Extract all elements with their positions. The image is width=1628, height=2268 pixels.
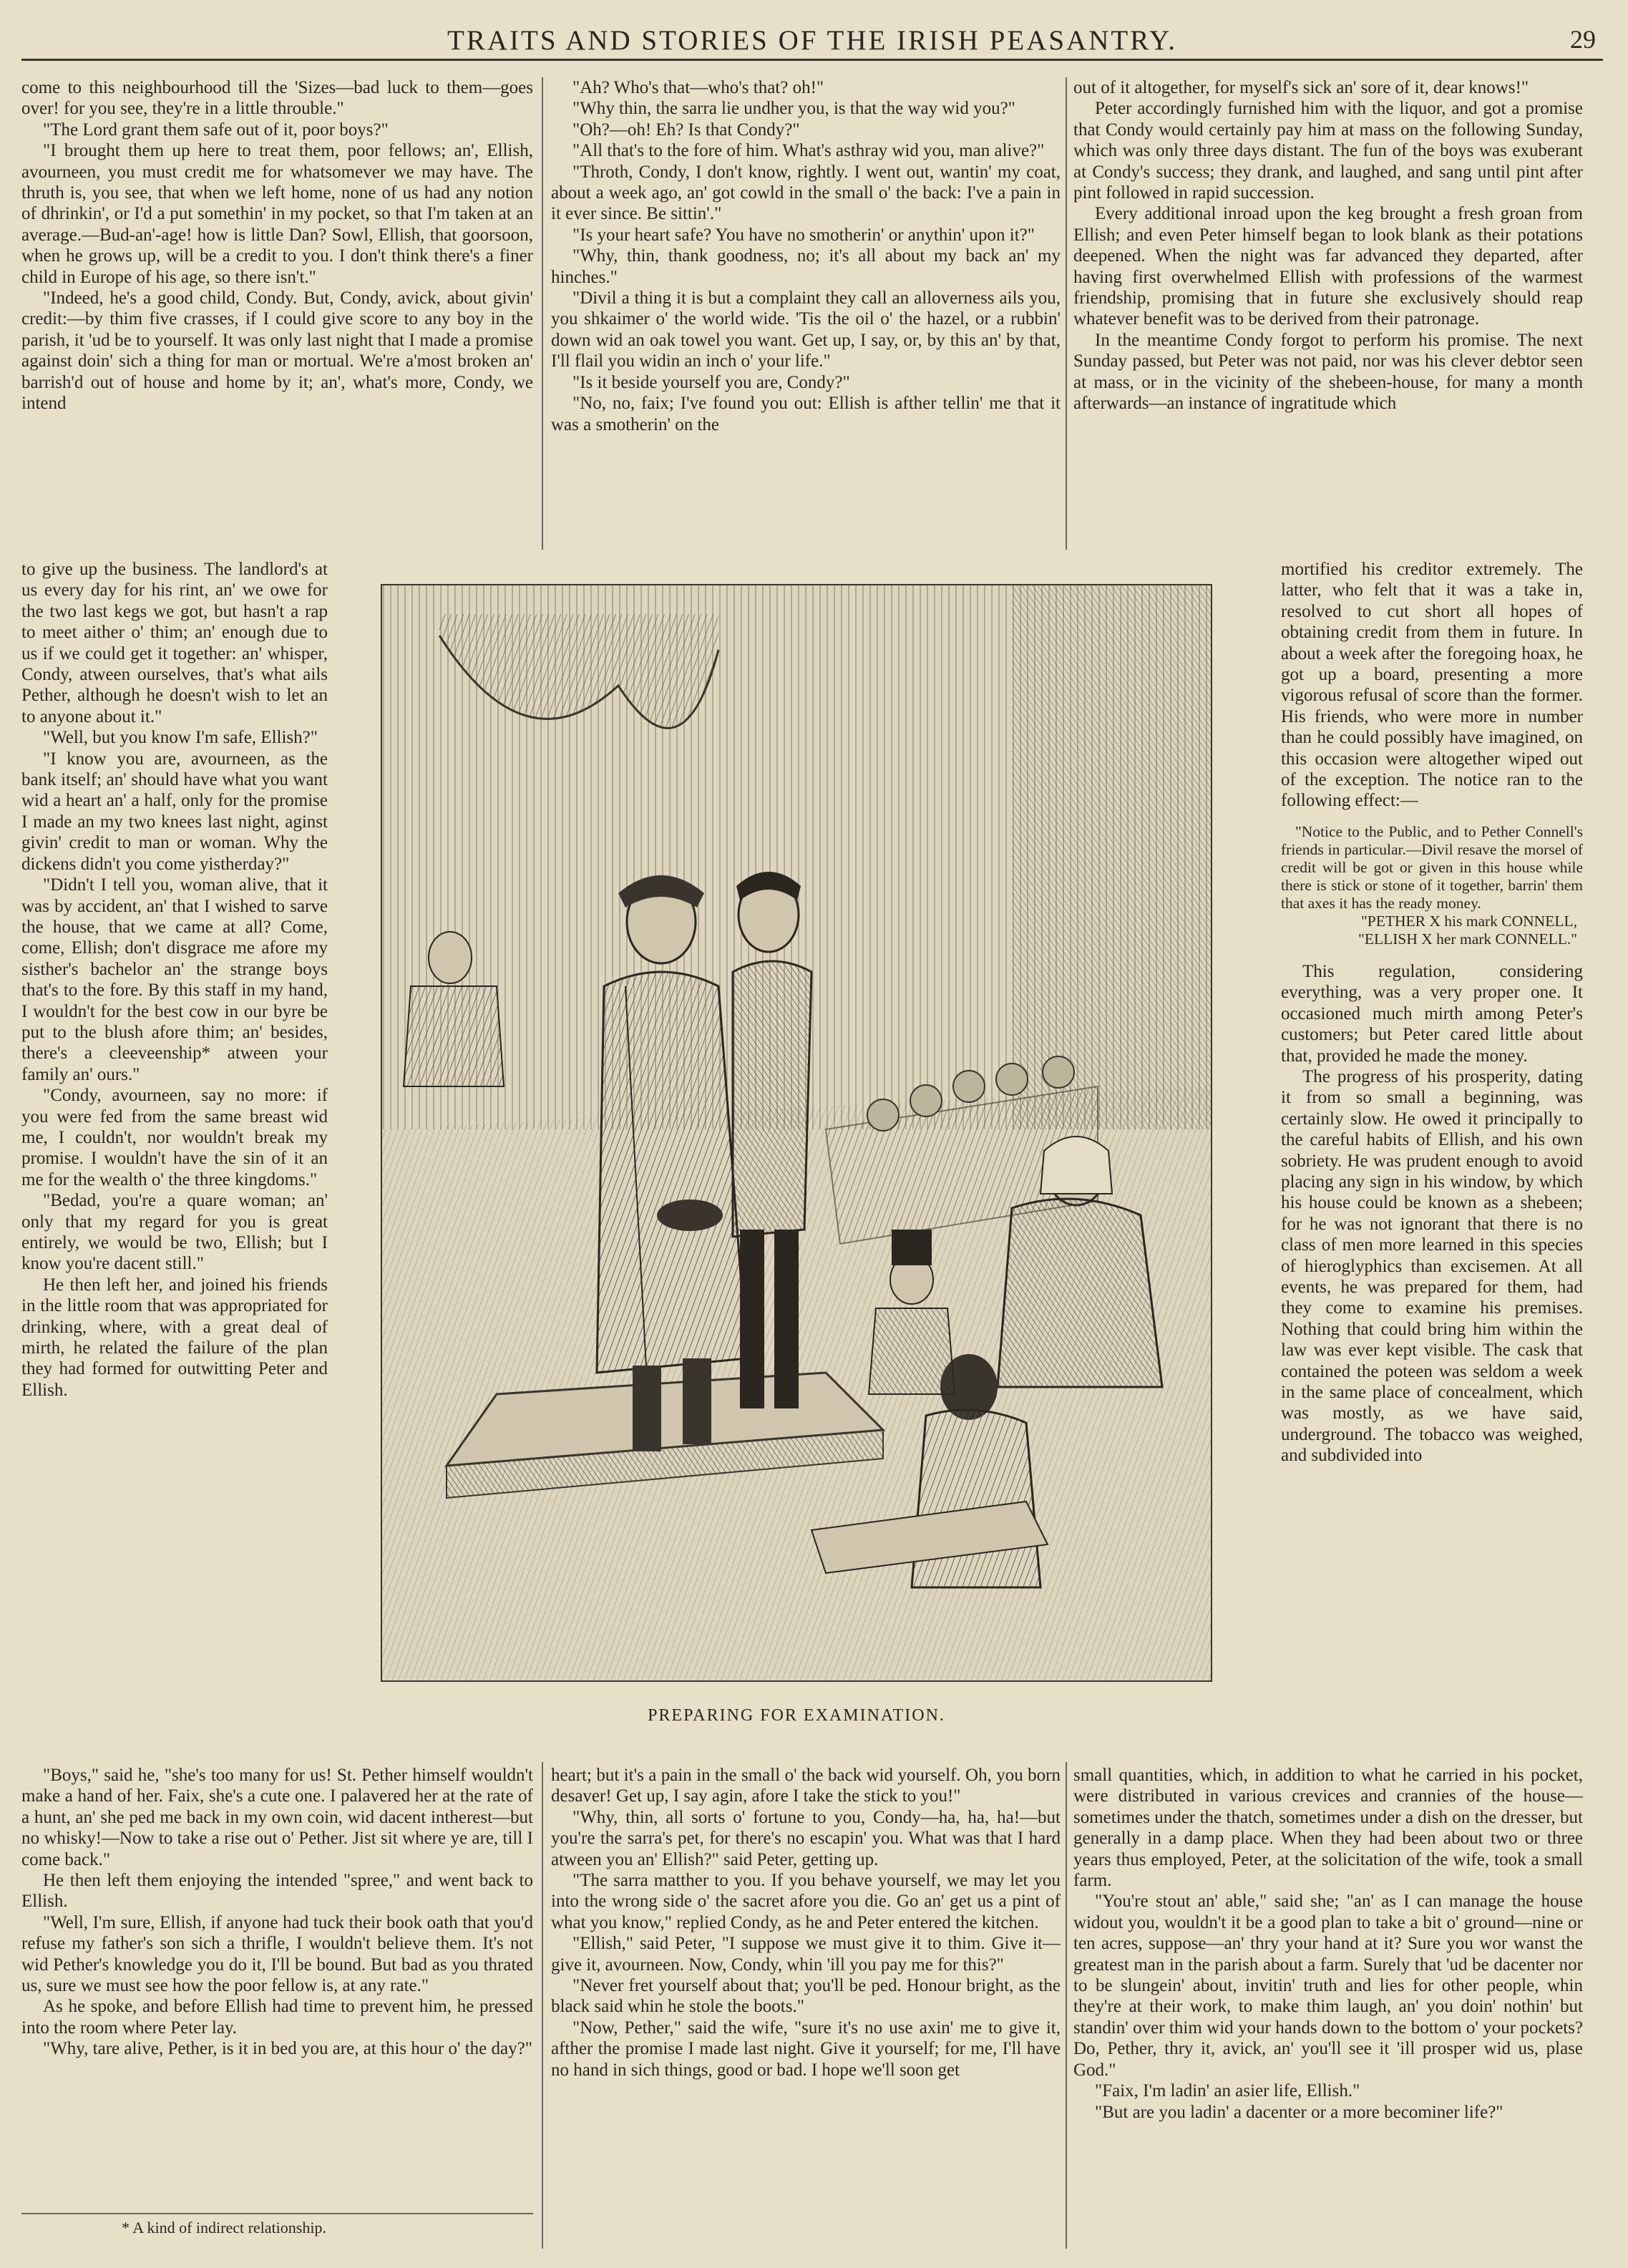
public-notice bbox=[1281, 823, 1583, 948]
footnote: * A kind of indirect relationship. bbox=[122, 2219, 326, 2237]
column-1-top bbox=[21, 77, 533, 414]
column-3-top bbox=[1073, 77, 1583, 414]
paragraph: come to this neighbourhood till the 'Sizes—bad luck to them—goes over! for you see, they're in a little throuble." bbox=[21, 78, 533, 119]
running-header bbox=[21, 24, 1603, 61]
paragraph: "Boys," said he, "she's too many for us! St. Pether himself wouldn't make a hand of her. Faix, she's a cute one. I palavered her at the rate of a hunt, an' she ped me back in my own coin, wid dacent intherest—but no whisky!—Now to take a rise out o' Pether. Jist sit where ye are, till I come back." bbox=[21, 1766, 533, 1869]
page-number: 29 bbox=[1570, 25, 1596, 54]
column-2-bottom bbox=[551, 1765, 1061, 2080]
running-title: TRAITS AND STORIES OF THE IRISH PEASANTRY. bbox=[447, 25, 1177, 56]
paragraph: "Why thin, the sarra lie undher you, is that the way wid you?" bbox=[572, 99, 1015, 119]
paragraph: "You're stout an' able," said she; "an' as I can manage the house widout you, wouldn't it be a good plan to take a bit o' ground—nine or ten acres, suppose—an' thry your hand at it? Sure you wor wanst the greatest man in the parish about a farm. Surely that 'ud be dacenter nor to be slungein' about, invitin' truth and lies for other people, whin they're at their work, to make thim laugh, an' you doin' nothin' but standin' over thim wid your hands down to the bottom o' your pockets? Do, Pether, thry it, avick, an' you'll see it 'ill prosper wid us, plase God." bbox=[1073, 1892, 1583, 2080]
paragraph: heart; but it's a pain in the small o' the back wid yourself. Oh, you born desaver! Get up, I say agin, afore I take the stick to you!" bbox=[551, 1766, 1061, 1806]
column-1-bottom bbox=[21, 1765, 533, 2060]
paragraph: As he spoke, and before Ellish had time to prevent him, he pressed into the room where Peter lay. bbox=[21, 1997, 533, 2038]
column-3-bottom bbox=[1073, 1765, 1583, 2123]
paragraph: Peter accordingly furnished him with the liquor, and got a promise that Condy would certainly pay him at mass on the following Sunday, which was only three days distant. The fun of the boys was exuberant at Condy's success; they drank, and laughed, and sang until pint after pint followed in rapid succession. bbox=[1073, 99, 1583, 203]
paragraph: "The Lord grant them safe out of it, poor boys?" bbox=[43, 120, 389, 140]
column-divider bbox=[1066, 77, 1067, 550]
paragraph: He then left them enjoying the intended "spree," and went back to Ellish. bbox=[21, 1871, 533, 1912]
paragraph: to give up the business. The landlord's at us every day for his rint, an' we owe for the two last kegs we got, but hasn't a rap to meet aither o' thim; an' enough due to us if we could get it together: an' whisper, Condy, atween ourselves, that's what ails Pether, although he doesn't wish to let an to anyone about it." bbox=[21, 560, 328, 726]
paragraph: "Why, tare alive, Pether, is it in bed you are, at this hour o' the day?" bbox=[43, 2039, 532, 2059]
paragraph: "Well, I'm sure, Ellish, if anyone had tuck their book oath that you'd refuse my father's son sich a thrifle, I wouldn't believe them. It's not wid Pether's knowledge you do it, I'll be bound. But bad as you thrated us, sure we must see how the poor fellow is, at any rate." bbox=[21, 1912, 533, 1996]
notice-signature: "ELLISH X her mark CONNELL." bbox=[1358, 930, 1577, 948]
paragraph: In the meantime Condy forgot to perform his promise. The next Sunday passed, but Peter was not paid, nor was his clever debtor seen at mass, or in the vicinity of the shebeen-house, for many a month afterwards—an instance of ingratitude which bbox=[1073, 330, 1583, 414]
paragraph: "Divil a thing it is but a complaint they call an alloverness ails you, you shkaimer o' the world wide. 'Tis the oil o' the hazel, or a rubbin' down wid an oak towel you want. Get up, I say, or, by this an' by that, I'll flail you widin an inch o' your life." bbox=[551, 288, 1061, 371]
paragraph: The progress of his prosperity, dating it from so small a beginning, was certainly slow. He owed it principally to the careful habits of Ellish, and his own sobriety. He was prudent enough to avoid placing any sign in his window, by which his house could be known as a shebeen; for he was not ignorant that there is no class of men more learned in this species of hieroglyphics than excisemen. At all events, he was prepared for them, had they come to examine his premises. Nothing that could bring him within the law was ever kept visible. The cask that contained the poteen was seldom a week in the same place of concealment, which was mostly, as we have said, underground. The tobacco was weighed, and subdivided into bbox=[1281, 1066, 1583, 1466]
paragraph: small quantities, which, in addition to what he carried in his pocket, were distributed in various crevices and crannies of the house—sometimes under the thatch, sometimes under a dish on the dresser, but generally in a damp place. When they had been about two or three years thus employed, Peter, at the solicitation of the wife, took a small farm. bbox=[1073, 1766, 1583, 1891]
footnote-rule bbox=[21, 2213, 533, 2214]
column-3-narrow bbox=[1281, 559, 1583, 1466]
paragraph: This regulation, considering everything, was a very proper one. It occasioned much mirth among Peter's customers; but Peter cared little about that, provided he made the money. bbox=[1281, 961, 1583, 1066]
paragraph: "All that's to the fore of him. What's asthray wid you, man alive?" bbox=[572, 141, 1045, 161]
column-2-top bbox=[551, 77, 1061, 435]
paragraph: "I know you are, avourneen, as the bank itself; an' should have what you want wid a heart an' a half, only for the promise I made an my two knees last night, aginst givin' credit to man or woman. Why the dickens didn't you come yistherday?" bbox=[21, 749, 328, 874]
paragraph: "Is it beside yourself you are, Condy?" bbox=[572, 372, 850, 392]
column-1-narrow bbox=[21, 559, 328, 1401]
paragraph: Every additional inroad upon the keg brought a fresh groan from Ellish; and even Peter himself began to look blank as their potations deepened. When the night was far advanced they departed, after having first overwhelmed Ellish with professions of the warmest friendship, promising that in future she exclusively should reap whatever benefit was to be derived from their patronage. bbox=[1073, 204, 1583, 329]
notice-text: "Notice to the Public, and to Pether Connell's friends in particular.—Divil resave the morsel of credit will be got or given in this house while there is stick or stone of it together, barrin' them that axes it has the ready money. bbox=[1281, 822, 1583, 912]
paragraph: "The sarra matther to you. If you behave yourself, we may let you into the wrong side o' the sacret afore you die. Go an' get us a pint of what you know," replied Condy, as he and Peter entered the kitchen. bbox=[551, 1871, 1061, 1932]
paragraph: mortified his creditor extremely. The latter, who felt that it was a take in, resolved to cut short all hopes of obtaining credit from them in future. In about a week after the foregoing hoax, he got up a board, presenting a more vigorous refusal of score than the former. His friends, who were more in number than he could possibly have imagined, on this occasion were altogether wiped out of the exception. The notice ran to the following effect:— bbox=[1281, 560, 1583, 811]
paragraph: He then left her, and joined his friends in the little room that was appropriated for drinking, where, with a great deal of mirth, he related the failure of the plan they had formed for outwitting Peter and Ellish. bbox=[21, 1275, 328, 1400]
paragraph: "Bedad, you're a quare woman; an' only that my regard for you is great entirely, we would be two, Ellish; but I know you're dacent still." bbox=[21, 1191, 328, 1274]
paragraph: "Oh?—oh! Eh? Is that Condy?" bbox=[572, 120, 800, 140]
paragraph: "Is your heart safe? You have no smotherin' or anythin' upon it?" bbox=[572, 225, 1035, 245]
engraving-illustration bbox=[381, 584, 1212, 1682]
notice-signature: "PETHER X his mark CONNELL, bbox=[1361, 912, 1577, 930]
paragraph: "Well, but you know I'm safe, Ellish?" bbox=[43, 728, 318, 748]
paragraph: "But are you ladin' a dacenter or a more becominer life?" bbox=[1095, 2102, 1503, 2122]
paragraph: "Ellish," said Peter, "I suppose we must give it to thim. Give it—give it, avourneen. Now, Condy, whin 'ill you pay me for this?" bbox=[551, 1934, 1061, 1975]
paragraph: "Why, thin, thank goodness, no; it's all about my back an' my hinches." bbox=[551, 246, 1061, 287]
paragraph: out of it altogether, for myself's sick an' sore of it, dear knows!" bbox=[1073, 78, 1529, 97]
paragraph: "Faix, I'm ladin' an asier life, Ellish." bbox=[1095, 2081, 1360, 2101]
courtroom-engraving bbox=[382, 585, 1211, 1680]
illustration-caption: PREPARING FOR EXAMINATION. bbox=[648, 1706, 945, 1725]
paragraph: "Why, thin, all sorts o' fortune to you, Condy—ha, ha, ha!—but you're the sarra's pet, for there's no escapin' you. What was that I hard atween you an' Ellish?" said Peter, getting up. bbox=[551, 1807, 1061, 1869]
paragraph: "I brought them up here to treat them, poor fellows; an', Ellish, avourneen, you must credit me for whatsomever we may have. The thruth is, you see, that when we left home, none of us had any notion of dhrinkin', or I'd a put somethin' in my pocket, so that I'm taken at an average.—Bud-an'-age! how is little Dan? Sowl, Ellish, that goorsoon, when he grows up, will be a credit to you. I don't think there's a finer child in Europe of his age, so there isn't." bbox=[21, 141, 533, 287]
column-divider bbox=[542, 1762, 543, 2249]
column-divider bbox=[542, 77, 543, 550]
paragraph: "Condy, avourneen, say no more: if you were fed from the same breast wid me, I couldn't, nor wouldn't break my promise. I wouldn't have the sin of it an me for the wealth o' the three kingdoms." bbox=[21, 1086, 328, 1189]
paragraph: "Never fret yourself about that; you'll be ped. Honour bright, as the black said whin he stole the boots." bbox=[551, 1976, 1061, 2017]
paragraph: "Ah? Who's that—who's that? oh!" bbox=[572, 78, 824, 97]
paragraph: "Throth, Condy, I don't know, rightly. I went out, wantin' my coat, about a week ago, an' got cowld in the small o' the back: I've a pain in it ever since. Be sittin'." bbox=[551, 162, 1061, 224]
paragraph: "No, no, faix; I've found you out: Ellish is afther tellin' me that it was a smotherin' on the bbox=[551, 394, 1061, 434]
column-divider bbox=[1066, 1762, 1067, 2249]
paragraph: "Now, Pether," said the wife, "sure it's no use axin' me to give it, afther the promise I made last night. Give it yourself; for me, I'll have no hand in sich things, good or bad. I hope we'll soon get bbox=[551, 2018, 1061, 2080]
paragraph: "Didn't I tell you, woman alive, that it was by accident, an' that I wished to sarve the house, that we came at all? Come, come, Ellish; don't disgrace me afore my sisther's bachelor an' the strange boys that's to the fore. By this staff in my hand, I wouldn't for the best cow in our byre be put to the blush afore thim; an' besides, there's a cleeveenship* atween your family an' ours." bbox=[21, 875, 328, 1084]
paragraph: "Indeed, he's a good child, Condy. But, Condy, avick, about givin' credit:—by thim five crasses, if I could give score to any boy in the parish, it 'ud be to yourself. It was only last night that I made a promise against doin' sich a thing for man or mortual. We're a'most broken an' barrish'd out of house and home by it; an', what's more, Condy, we intend bbox=[21, 288, 533, 414]
